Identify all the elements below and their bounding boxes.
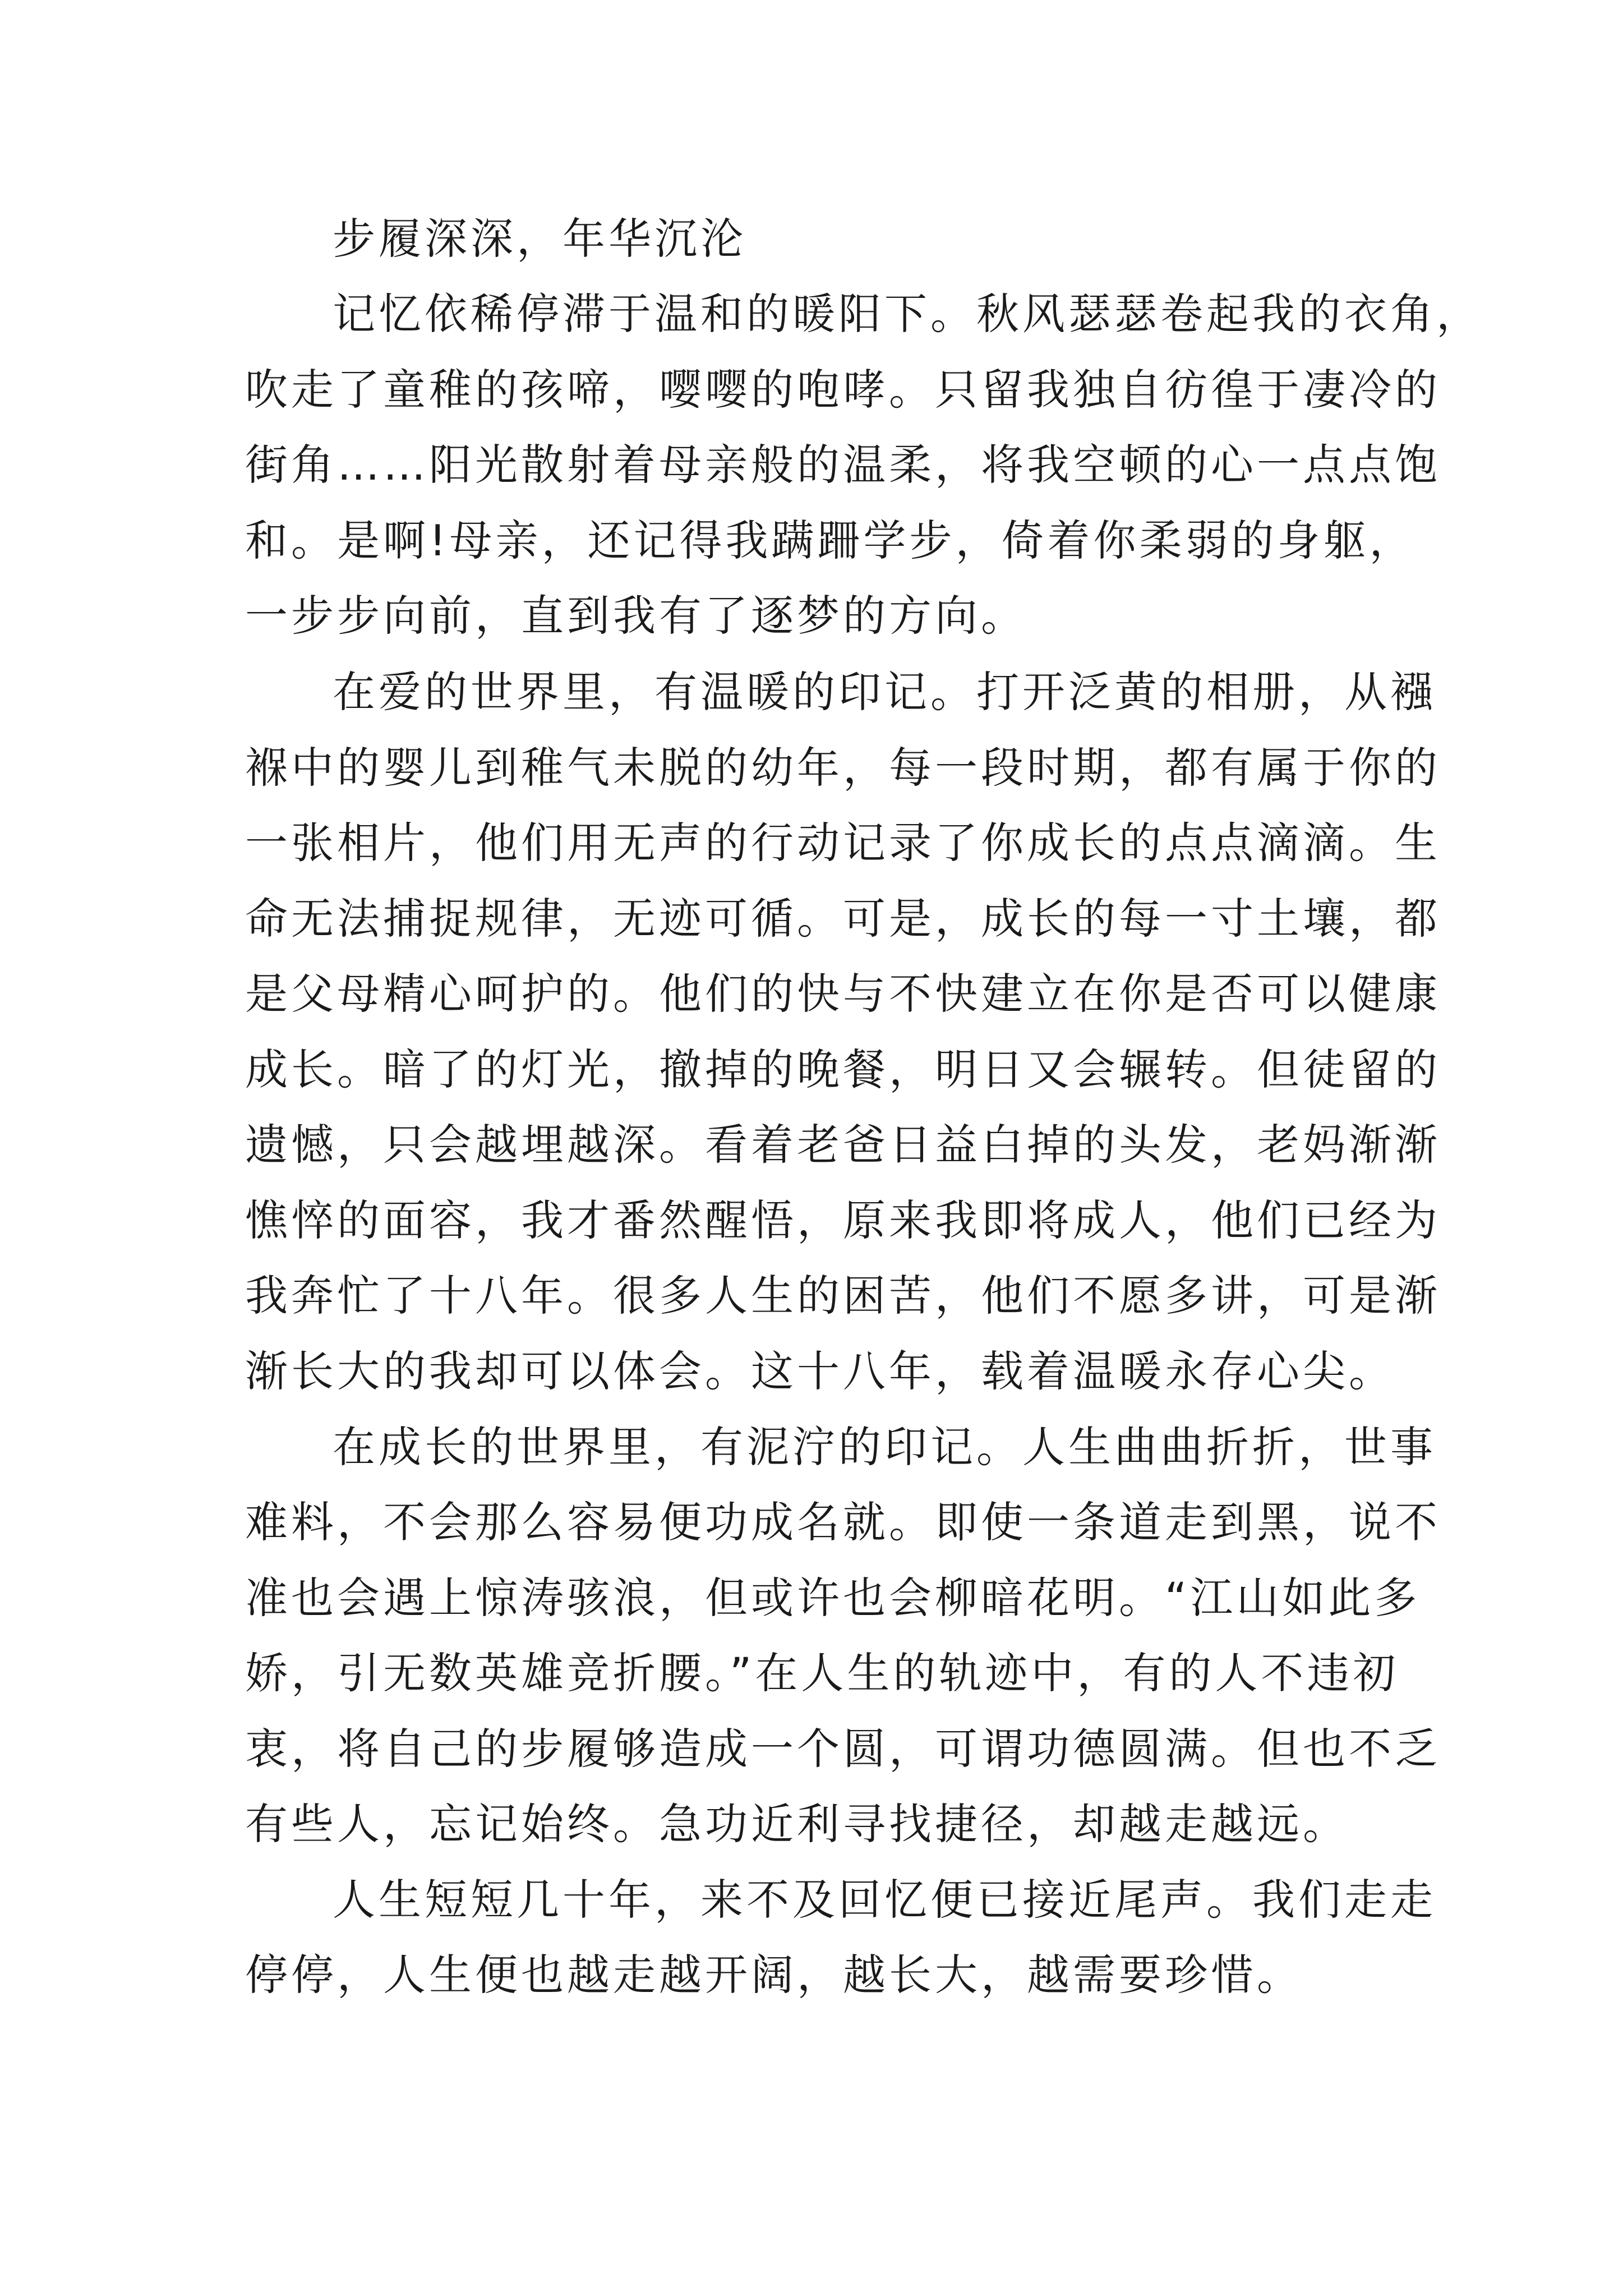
paragraph-line: 难料，不会那么容易便功成名就。即使一条道走到黑，说不 [245,1497,1441,1547]
paragraph-line: 停停，人生便也越走越开阔，越长大，越需要珍惜。 [245,1950,1303,2000]
paragraph-line: 我奔忙了十八年。很多人生的困苦，他们不愿多讲，可是渐 [245,1271,1441,1320]
paragraph-line: 衷，将自己的步履够造成一个圆，可谓功德圆满。但也不乏 [245,1724,1441,1774]
document-title: 步履深深，年华沉沦 [333,214,746,264]
paragraph-line: 渐长大的我却可以体会。这十八年，载着温暖永存心尖。 [245,1346,1395,1396]
paragraph-line: 憔悴的面容，我才番然醒悟，原来我即将成人，他们已经为 [245,1195,1441,1245]
paragraph-line: 娇，引无数英雄竞折腰。”在人生的轨迹中，有的人不违初 [245,1648,1399,1698]
paragraph-line: 命无法捕捉规律，无迹可循。可是，成长的每一寸土壤，都 [245,894,1441,944]
paragraph-line: 褓中的婴儿到稚气未脱的幼年，每一段时期，都有属于你的 [245,743,1441,793]
paragraph-line: 成长。暗了的灯光，撤掉的晚餐，明日又会辗转。但徒留的 [245,1045,1441,1094]
paragraph-line: 记忆依稀停滞于温和的暖阳下。秋风瑟瑟卷起我的衣角， [333,289,1482,339]
paragraph-line: 一张相片，他们用无声的行动记录了你成长的点点滴滴。生 [245,818,1441,868]
paragraph-line: 准也会遇上惊涛骇浪，但或许也会柳暗花明。“江山如此多 [245,1573,1421,1623]
paragraph-line: 人生短短几十年，来不及回忆便已接近尾声。我们走走 [333,1875,1436,1925]
paragraph-line: 有些人，忘记始终。急功近利寻找捷径，却越走越远。 [245,1799,1349,1849]
paragraph-line: 是父母精心呵护的。他们的快与不快建立在你是否可以健康 [245,969,1441,1019]
paragraph-line: 在成长的世界里，有泥泞的印记。人生曲曲折折，世事 [333,1422,1436,1472]
paragraph-line: 吹走了童稚的孩啼，嘤嘤的咆哮。只留我独自彷徨于凄冷的 [245,365,1441,415]
paragraph-line: 街角……阳光散射着母亲般的温柔，将我空顿的心一点点饱 [245,440,1441,490]
paragraph-line: 和。是啊!母亲，还记得我蹒跚学步，倚着你柔弱的身躯， [245,516,1415,565]
paragraph-line: 在爱的世界里，有温暖的印记。打开泛黄的相册，从襁 [333,667,1436,717]
paragraph-line: 遗憾，只会越埋越深。看着老爸日益白掉的头发，老妈渐渐 [245,1120,1441,1170]
paragraph-line: 一步步向前，直到我有了逐梦的方向。 [245,591,1027,641]
